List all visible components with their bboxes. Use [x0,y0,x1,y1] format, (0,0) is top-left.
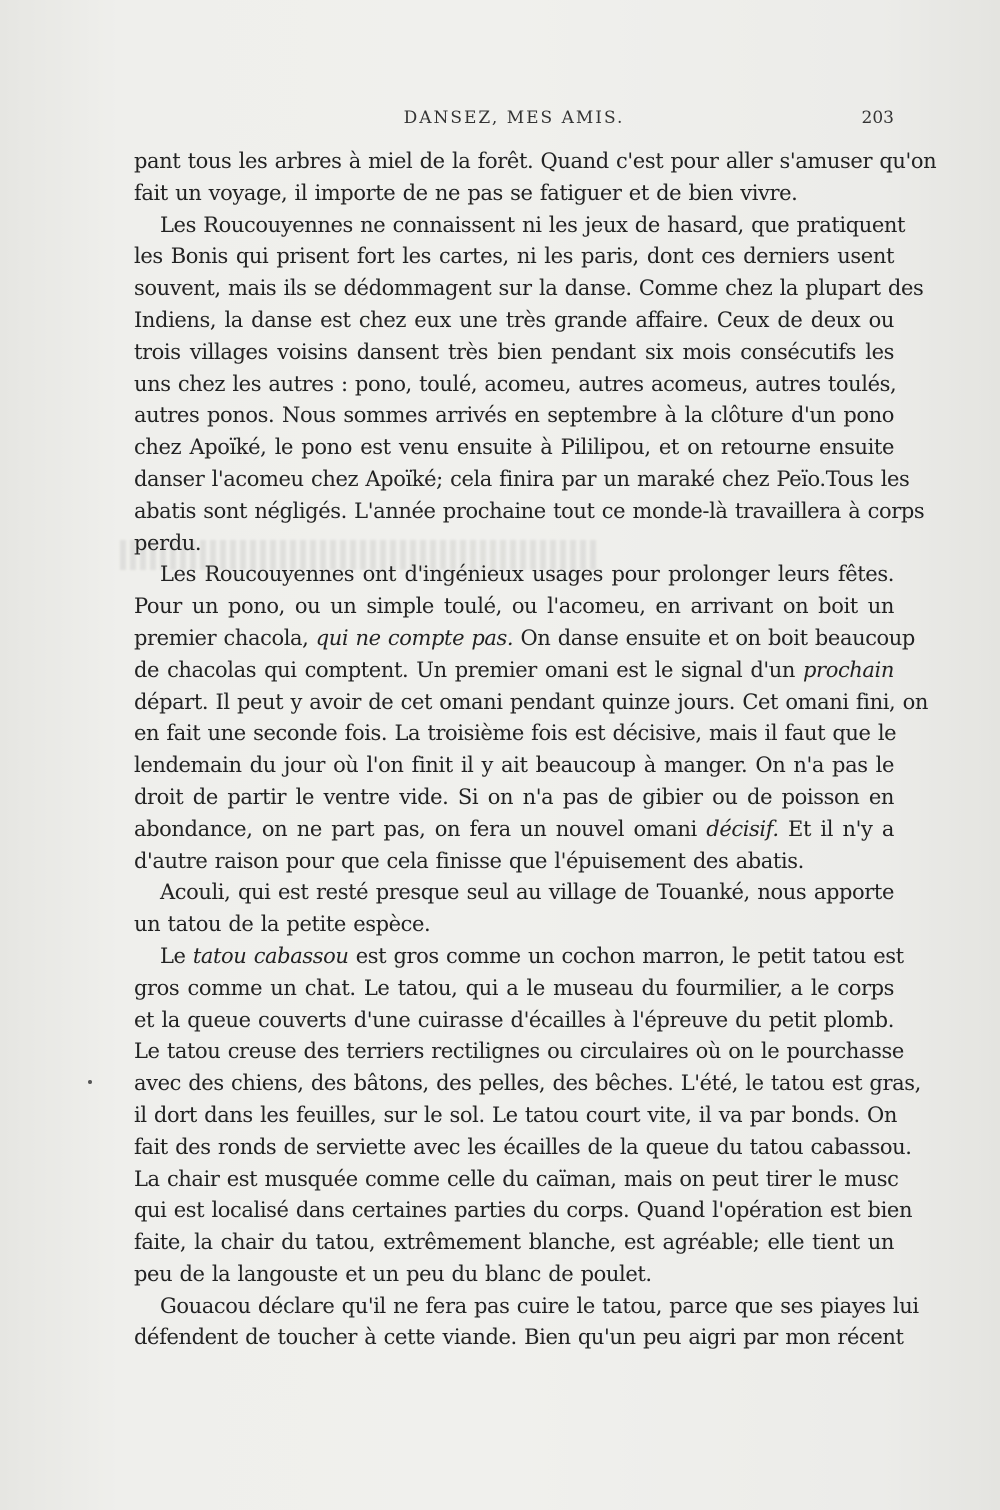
text-line: abondance, on ne part pas, on fera un nouvel omani décisif. Et il n'y a [134,816,894,841]
text-line: Gouacou déclare qu'il ne fera pas cuire le tatou, parce que ses piayes lui [160,1293,919,1318]
text-line: Pour un pono, ou un simple toulé, ou l'acomeu, en arrivant on boit un [134,594,894,619]
text-line: les Bonis qui prisent fort les cartes, ni les paris, dont ces derniers usent [134,244,894,269]
text-line: faite, la chair du tatou, extrêmement blanche, est agréable; elle tient un [134,1230,894,1255]
text-line: qui est localisé dans certaines parties du corps. Quand l'opération est bien [134,1198,913,1223]
text-line: il dort dans les feuilles, sur le sol. Le tatou court vite, il va par bonds. On [134,1102,897,1127]
body-text [134,146,937,1354]
paragraph [134,1291,919,1355]
text-line: d'autre raison pour que cela finisse que l'épuisement des abatis. [134,848,804,873]
text-line: départ. Il peut y avoir de cet omani pendant quinze jours. Cet omani fini, on [134,689,928,714]
paragraph [134,559,928,877]
italic-text: qui ne compte pas. [315,625,514,650]
text-line: danser l'acomeu chez Apoïké; cela finira par un maraké chez Peïo.Tous les [134,466,910,491]
page-number: 203 [861,108,894,128]
text-line: et la queue couverts d'une cuirasse d'écailles à l'épreuve du petit plomb. [134,1007,894,1032]
text-line: Le tatou creuse des terriers rectilignes ou circulaires où on le pourchasse [134,1039,904,1064]
text-line: un tatou de la petite espèce. [134,912,431,937]
ink-speck [88,1080,92,1084]
text-line: défendent de toucher à cette viande. Bien qu'un peu aigri par mon récent [134,1325,904,1350]
text-line: droit de partir le ventre vide. Si on n'a pas de gibier ou de poisson en [134,784,894,809]
text-line: fait un voyage, il importe de ne pas se fatiguer et de bien vivre. [134,180,798,205]
text-line: fait des ronds de serviette avec les écailles de la queue du tatou cabassou. [134,1134,912,1159]
page-header [134,108,894,138]
text-line: lendemain du jour où l'on finit il y ait beaucoup à manger. On n'a pas le [134,753,894,778]
italic-text: décisif. [706,816,779,841]
text-line: perdu. [134,530,202,555]
text-line: premier chacola, qui ne compte pas. On danse ensuite et on boit beaucoup [134,625,915,650]
text-line: Indiens, la danse est chez eux une très grande affaire. Ceux de deux ou [134,307,894,332]
running-head: DANSEZ, MES AMIS. [403,108,625,128]
text-line: gros comme un chat. Le tatou, qui a le museau du fourmilier, a le corps [134,975,894,1000]
text-line: pant tous les arbres à miel de la forêt. Quand c'est pour aller s'amuser qu'on [134,149,937,173]
text-line: peu de la langouste et un peu du blanc de poulet. [134,1261,652,1286]
text-line: La chair est musquée comme celle du caïman, mais on peut tirer le musc [134,1166,899,1191]
text-line: uns chez les autres : pono, toulé, acomeu, autres acomeus, autres toulés, [134,371,897,396]
text-line: avec des chiens, des bâtons, des pelles, des bêches. L'été, le tatou est gras, [134,1071,921,1096]
text-line: souvent, mais ils se dédommagent sur la danse. Comme chez la plupart des [134,276,924,301]
paragraph [134,877,894,941]
text-line: de chacolas qui comptent. Un premier omani est le signal d'un prochain [134,657,894,682]
text-line: Acouli, qui est resté presque seul au village de Touanké, nous apporte [160,880,894,905]
text-line: abatis sont négligés. L'année prochaine tout ce monde-là travaillera à corps [134,498,925,523]
paragraph [134,941,921,1291]
text-line: chez Apoïké, le pono est venu ensuite à Pililipou, et on retourne ensuite [134,435,894,460]
paragraph [134,146,937,210]
paragraph [134,210,925,560]
text-line: en fait une seconde fois. La troisième fois est décisive, mais il faut que le [134,721,897,746]
text-line: Le tatou cabassou est gros comme un cochon marron, le petit tatou est [160,943,904,968]
text-line: Les Roucouyennes ne connaissent ni les jeux de hasard, que pratiquent [160,212,906,237]
italic-text: prochain [803,657,894,682]
italic-text: tatou cabassou [192,943,349,968]
text-line: trois villages voisins dansent très bien pendant six mois consécutifs les [134,339,894,364]
text-line: Les Roucouyennes ont d'ingénieux usages pour prolonger leurs fêtes. [160,562,894,587]
text-line: autres ponos. Nous sommes arrivés en septembre à la clôture d'un pono [134,403,894,428]
